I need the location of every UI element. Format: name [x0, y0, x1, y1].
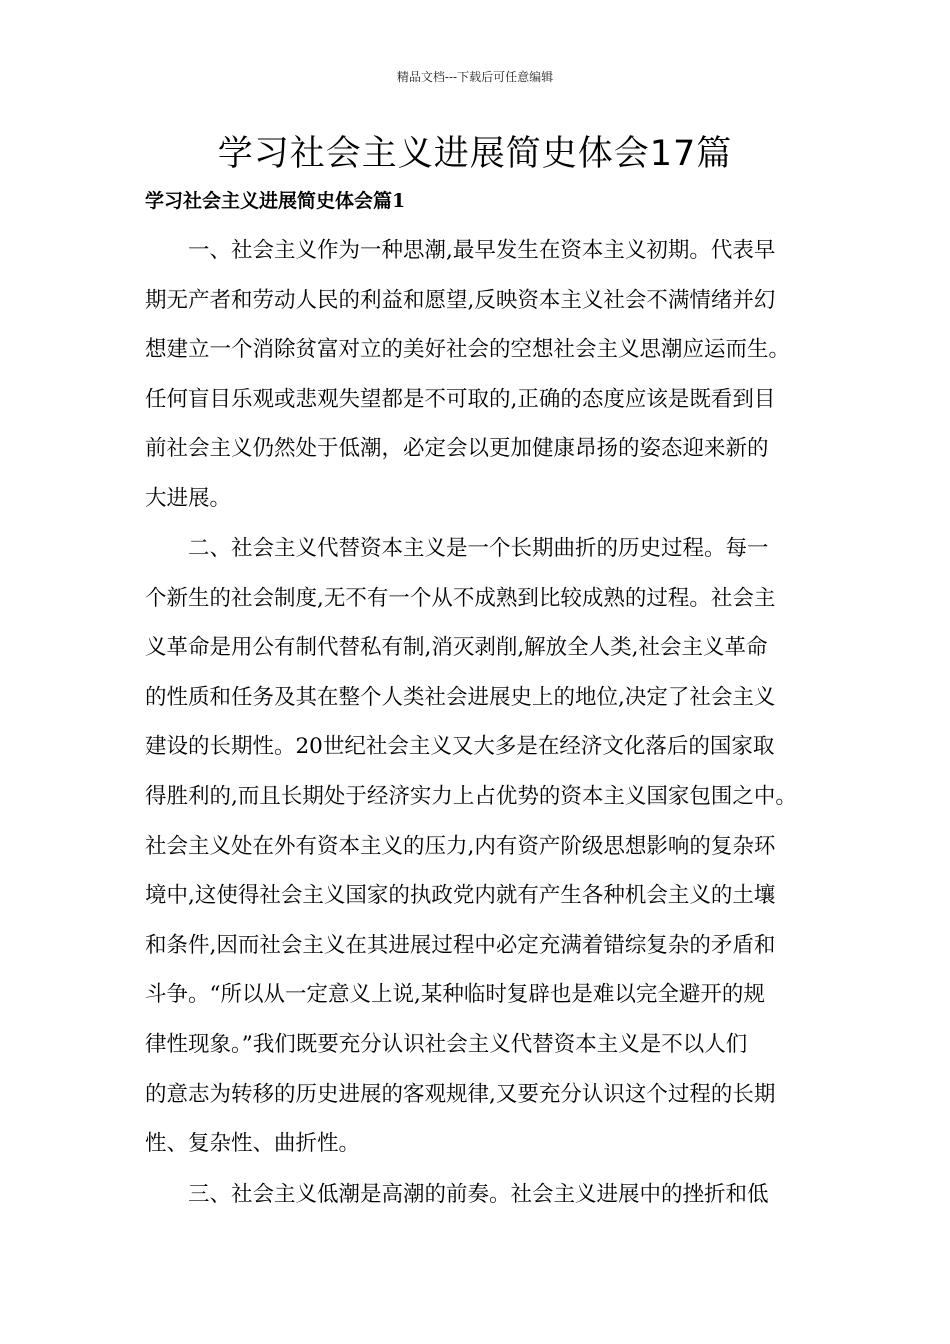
paragraph-line: 个新生的社会制度,无不有一个从不成熟到比较成熟的过程。社会主: [145, 585, 776, 611]
paragraph-line: 二、社会主义代替资本主义是一个长期曲折的历史过程。每一: [145, 536, 769, 561]
paragraph-line: 的意志为转移的历史进展的客观规律,又要充分认识这个过程的长期: [145, 1081, 776, 1107]
paragraph-3: [145, 1170, 810, 1220]
paragraph-line: 三、社会主义低潮是高潮的前奏。社会主义进展中的挫折和低: [145, 1182, 769, 1207]
document-title: 学习社会主义进展简史体会17篇: [217, 134, 733, 174]
paragraph-line: 境中,这使得社会主义国家的执政党内就有产生各种机会主义的土壤: [145, 883, 776, 909]
header-note: 精品文档---下载后可任意编辑: [396, 70, 554, 84]
paragraph-line: 任何盲目乐观或悲观失望都是不可取的,正确的态度应该是既看到目: [145, 386, 776, 412]
section-subheading: 学习社会主义进展简史体会篇1: [145, 190, 406, 212]
paragraph-line: 的性质和任务及其在整个人类社会进展史上的地位,决定了社会主义: [145, 684, 776, 710]
paragraph-line: 前社会主义仍然处于低潮，必定会以更加健康昂扬的姿态迎来新的: [145, 436, 769, 462]
paragraph-line: 义革命是用公有制代替私有制,消灭剥削,解放全人类,社会主义革命: [145, 635, 768, 661]
paragraph-line: 期无产者和劳动人民的利益和愿望,反映资本主义社会不满情绪并幻: [145, 287, 776, 313]
paragraph-line: 建设的长期性。20世纪社会主义又大多是在经济文化落后的国家取: [145, 734, 775, 760]
paragraph-line: 一、社会主义作为一种思潮,最早发生在资本主义初期。代表早: [145, 238, 776, 263]
paragraph-line: 大进展。: [145, 485, 232, 511]
paragraph-line: 斗争。“所以从一定意义上说,某种临时复辟也是难以完全避开的规: [145, 982, 765, 1008]
paragraph-2: [145, 524, 810, 1169]
paragraph-line: 想建立一个消除贫富对立的美好社会的空想社会主义思潮应运而生。: [145, 337, 791, 363]
paragraph-line: 和条件,因而社会主义在其进展过程中必定充满着错综复杂的矛盾和: [145, 932, 776, 958]
paragraph-line: 得胜利的,而且长期处于经济实力上占优势的资本主义国家包围之中。: [145, 783, 797, 809]
paragraph-line: 社会主义处在外有资本主义的压力,内有资产阶级思想影响的复杂环: [145, 833, 776, 859]
paragraph-line: 律性现象。”我们既要充分认识社会主义代替资本主义是不以人们: [145, 1031, 748, 1057]
paragraph-1: [145, 226, 810, 524]
paragraph-line: 性、复杂性、曲折性。: [145, 1131, 361, 1157]
